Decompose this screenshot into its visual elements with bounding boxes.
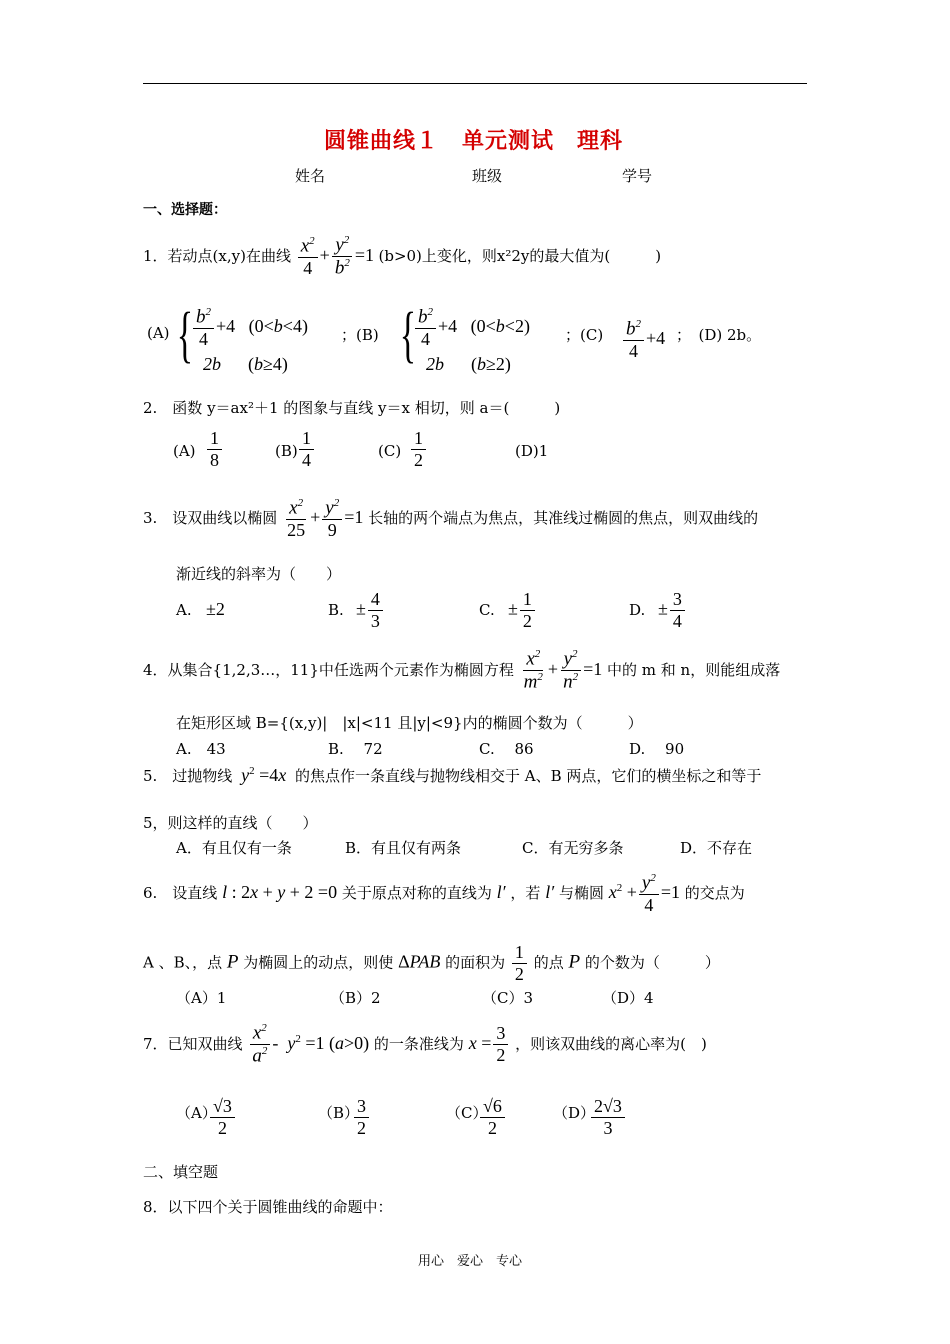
q5-option-c: C．有无穷多条 (522, 839, 624, 857)
q1-option-c-formula: $\frac{b^2}{4}$ +4 (621, 318, 665, 362)
q4-option-c: C. 86 (479, 740, 534, 758)
question-8: 8．以下四个关于圆锥曲线的命题中： (143, 1198, 393, 1216)
q1-option-a-formula: $\frac{b^2}{4}$ +4 (0<b<4) (191, 306, 308, 350)
name-label: 姓名 (295, 167, 326, 185)
section-heading-fill: 二、填空题 (143, 1163, 219, 1181)
q3-options: A. ±2 B. ± $\frac{4}{3}$ C. ± $\frac{1}{2}$ D. ± $\frac{3}{4}$ (176, 589, 716, 635)
question-6: 6. 设直线 l : 2x + y + 2 =0 关于原点对称的直线为 l′ ，若 l′ 与椭圆 $x^2$ + $\frac{y^2}{4}$ =1 的交点为 (143, 872, 745, 916)
q1-option-d: ； (D) 2b。 (676, 326, 762, 344)
student-id-label: 学号 (622, 167, 653, 185)
q1-option-b-formula: $\frac{b^2}{4}$ +4 (0<b<2) (413, 306, 530, 350)
question-4: 4．从集合{1,2,3…，11}中任选两个元素作为椭圆方程 $\frac{x^2}{m^2}$ + $\frac{y^2}{n^2}$ =1 中的 m 和 n，则能组成落 (143, 648, 781, 693)
class-label: 班级 (472, 167, 503, 185)
q1-stem: 1．若动点(x,y)在曲线 (143, 246, 291, 265)
q4-option-d: D. 90 (629, 740, 685, 758)
q6-option-c: （C）3 (482, 989, 534, 1007)
q6-option-d: （D）4 (602, 989, 654, 1007)
q6-option-b: （B）2 (330, 989, 381, 1007)
q1-curve-formula: $\frac{x^2}{4}$ + $\frac{y^2}{b^2}$ =1 (296, 245, 379, 265)
q6-line-2: A 、B、，点 P 为椭圆上的动点，则使 ΔPAB 的面积为 $\frac{1}{2}$ 的点 P 的个数为（ ） (143, 942, 720, 984)
top-rule (143, 83, 807, 84)
q5-option-a: A．有且仅有一条 (176, 839, 292, 857)
q1-option-a-label: (A) (147, 324, 170, 342)
q5-option-d: D．不存在 (680, 839, 753, 857)
page-footer: 用心 爱心 专心 (418, 1254, 523, 1269)
question-2: 2. 函数 y＝ax²＋1 的图象与直线 y＝x 相切，则 a＝( ) (143, 399, 561, 417)
q4-stem-cont: 在矩形区域 B={(x,y)| |x|<11 且|y|<9}内的椭圆个数为（ ） (176, 714, 643, 732)
q5-stem-cont: 5，则这样的直线（ ） (143, 814, 318, 832)
q3-stem-cont: 渐近线的斜率为（ ） (176, 565, 342, 583)
question-5: 5. 过抛物线 $y^2 =4x$ 的焦点作一条直线与抛物线相交于 A、B 两点，它们的横坐标之和等于 (143, 765, 762, 785)
page-title: 圆锥曲线１ 单元测试 理科 (324, 129, 624, 154)
q4-option-b: B. 72 (328, 740, 383, 758)
q2-options: (A) $\frac{1}{8}$ (B) $\frac{1}{4}$ (C) $\frac{1}{2}$ (D)1 (173, 428, 549, 470)
question-7: 7．已知双曲线 $\frac{x^2}{a^2}$ - $y^2 =1$ (a>0) 的一条准线为 x = $\frac{3}{2}$ ，则该双曲线的离心率为( ) (143, 1022, 707, 1067)
q4-option-a: A. 43 (176, 740, 226, 758)
q5-option-b: B．有且仅有两条 (345, 839, 462, 857)
question-1: 1．若动点(x,y)在曲线 $\frac{x^2}{4}$ + $\frac{y^2}{b^2}$ =1 (b>0)上变化，则x²2y的最大值为( ) (143, 234, 662, 279)
q7-options: （A） $\frac{√3}{2}$ （B） $\frac{3}{2}$ （C） $\frac{√6}{2}$ （D） $\frac{2√3}{3}$ (176, 1096, 676, 1148)
q1-option-b-label: ；(B) (341, 326, 379, 344)
section-heading-choice: 一、选择题： (143, 202, 227, 218)
q6-option-a: （A）1 (176, 989, 227, 1007)
q1-option-c-label: ；(C) (565, 326, 604, 344)
question-3: 3. 设双曲线以椭圆 $\frac{x^2}{25}$ + $\frac{y^2}{9}$ =1 长轴的两个端点为焦点，其准线过椭圆的焦点，则双曲线的 (143, 497, 759, 541)
